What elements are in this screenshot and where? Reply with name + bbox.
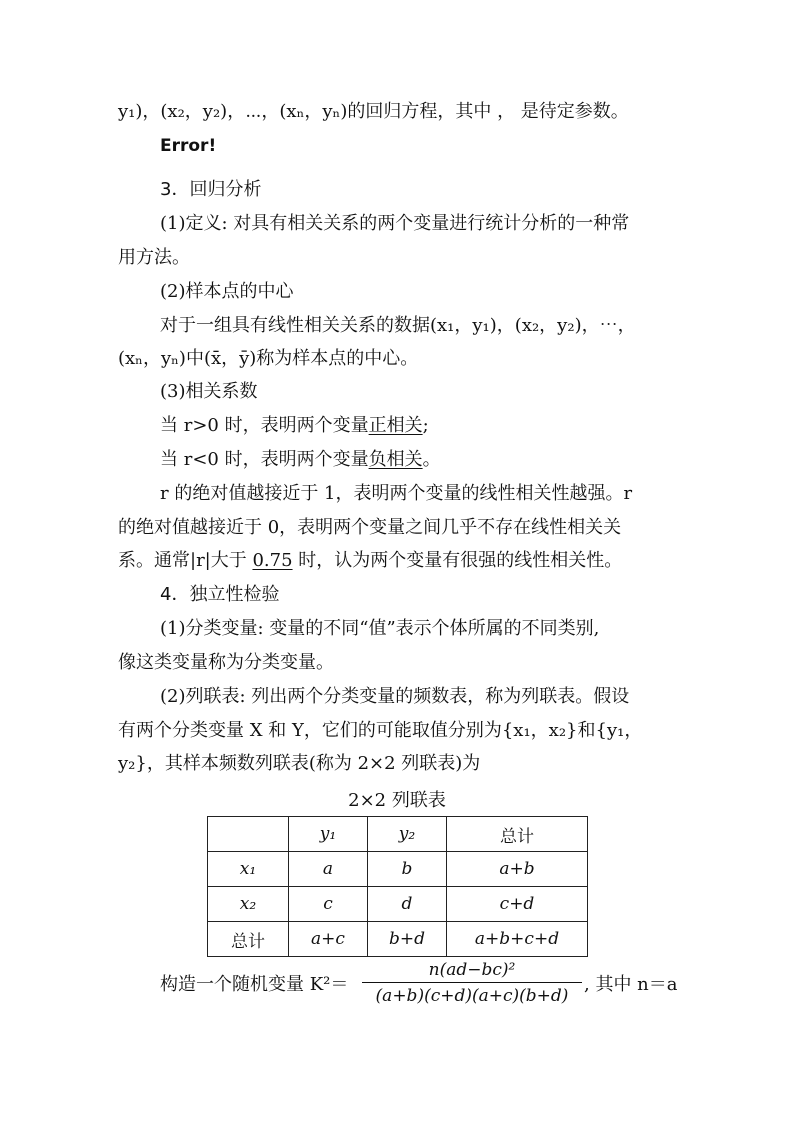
- text-segment: 时，认为两个变量有很强的线性相关性。: [292, 550, 623, 571]
- text-line: 的绝对值越接近于 0，表明两个变量之间几乎不存在线性相关关: [118, 517, 622, 538]
- table-caption: 2×2 列联表: [348, 790, 446, 811]
- formula-prefix: 构造一个随机变量 K²＝: [160, 974, 349, 995]
- text-line: [160, 448, 441, 472]
- formula-denominator: (a+b)(c+d)(a+c)(b+d): [375, 986, 569, 1006]
- text-line: (1)定义: 对具有相关关系的两个变量进行统计分析的一种常: [160, 213, 630, 234]
- table-cell: d: [368, 887, 447, 922]
- text-line: y₂}，其样本频数列联表(称为 2×2 列联表)为: [118, 753, 481, 774]
- table-cell: a+c: [289, 922, 368, 957]
- formula-numerator: n(ad−bc)²: [362, 960, 582, 983]
- table-cell: x₁: [208, 852, 289, 887]
- subheading: (3)相关系数: [160, 381, 258, 402]
- text-segment: 当 r<0 时，表明两个变量: [160, 449, 369, 470]
- section-heading: 3．回归分析: [160, 179, 262, 200]
- text-segment: 当 r>0 时，表明两个变量: [160, 415, 369, 436]
- table-cell: b: [368, 852, 447, 887]
- text-line: (2)列联表: 列出两个分类变量的频数表，称为列联表。假设: [160, 686, 630, 707]
- table-cell: a+b+c+d: [447, 922, 588, 957]
- table-cell: y₂: [368, 817, 447, 852]
- text-line: (1)分类变量: 变量的不同“值”表示个体所属的不同类别,: [160, 618, 600, 639]
- text-line: 对于一组具有线性相关关系的数据(x₁，y₁)，(x₂，y₂)，⋯，: [160, 315, 636, 336]
- text-line: 像这类变量称为分类变量。: [118, 652, 334, 673]
- table-row: [208, 922, 588, 957]
- text-line: 有两个分类变量 X 和 Y，它们的可能取值分别为{x₁，x₂}和{y₁，: [118, 720, 643, 741]
- contingency-table: [207, 816, 588, 957]
- text-line: r 的绝对值越接近于 1，表明两个变量的线性相关性越强。r: [160, 483, 633, 504]
- text-line: [160, 414, 429, 438]
- table-cell: a: [289, 852, 368, 887]
- table-cell: 总计: [208, 922, 289, 957]
- table-cell: [208, 817, 289, 852]
- text-line: y₁)，(x₂，y₂)，⋯，(xₙ，yₙ)的回归方程，其中 ， 是待定参数。: [118, 101, 629, 122]
- table-cell: y₁: [289, 817, 368, 852]
- table-cell: c+d: [447, 887, 588, 922]
- formula-suffix: , 其中 n＝a: [584, 974, 678, 995]
- text-line: (xₙ，yₙ)中(x̄，ȳ)称为样本点的中心。: [118, 348, 419, 369]
- formula-fraction: [362, 960, 582, 1006]
- underlined-value: 0.75: [252, 550, 293, 571]
- section-heading: 4．独立性检验: [160, 584, 280, 605]
- table-cell: 总计: [447, 817, 588, 852]
- underlined-term: 正相关: [368, 415, 423, 436]
- table-cell: a+b: [447, 852, 588, 887]
- text-segment: ;: [422, 415, 429, 436]
- table-row: [208, 887, 588, 922]
- table-header-row: [208, 817, 588, 852]
- text-segment: 系。通常|r|大于: [118, 550, 253, 571]
- text-segment: 。: [422, 449, 441, 470]
- table-cell: b+d: [368, 922, 447, 957]
- underlined-term: 负相关: [368, 449, 423, 470]
- text-line: 用方法。: [118, 247, 190, 268]
- subheading: (2)样本点的中心: [160, 281, 294, 302]
- text-line: [118, 549, 622, 573]
- table-cell: c: [289, 887, 368, 922]
- error-text: Error!: [160, 136, 217, 156]
- table-row: [208, 852, 588, 887]
- table-cell: x₂: [208, 887, 289, 922]
